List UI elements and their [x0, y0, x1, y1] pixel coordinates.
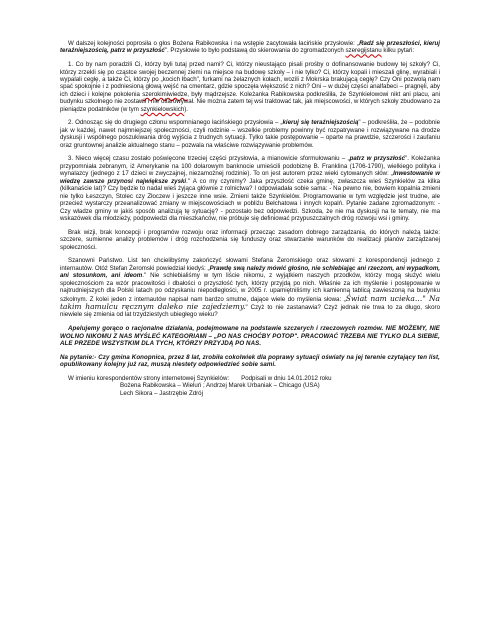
- signature-names: Bożena Rabikowska – Wieluń ; Andrzej Marek Urbaniak – Chicago (USA): [120, 382, 320, 390]
- paragraph-point-1: [60, 61, 440, 113]
- text: Szanowni Państwo. List ten chcielibyśmy zakończyć słowami Stefana Żeromskiego oraz słowami z korespondencji jednego z internautów. Otóż Stefan Żeromski powiedział kiedyś: „: [60, 257, 440, 272]
- spellcheck-underlined-word: szerokimiwiedze: [142, 90, 188, 98]
- franklin-quote: Inwestowanie w wiedzę zawsze przynosi największe zyski: [60, 170, 440, 185]
- text: ". Przysłowie to było podstawą do skierowania do zgromadzonych: [164, 47, 346, 55]
- quote: kieruj się teraźniejszością: [282, 119, 359, 127]
- spellcheck-underlined-word: szeregijstanu: [345, 47, 382, 55]
- paragraph-vision: [60, 229, 440, 251]
- paragraph-point-2: [60, 119, 440, 149]
- paragraph-closing: [60, 257, 440, 319]
- text: ).: [184, 105, 189, 113]
- text: 2. Odnosząc się do drugiego członu wspomnianego łacińskiego przysłowia – „: [68, 119, 283, 127]
- signature-names-2: Lech Sikora – Jastrzębie Zdrój: [120, 389, 203, 397]
- text: " Czyż to nie zastanawia? Czyż jednak nie trwa to za długo, skoro niewiele się zmienia od lat trzydziestych ubiegłego wieku?: [60, 303, 441, 319]
- quote: patrz w przyszłość: [349, 155, 406, 163]
- internaut-quote: Świat nam ucieka…" Na takim hamulcu ręcznym daleko nie zajedziemy.: [60, 293, 441, 311]
- text: , były mądrzejsze. Koleżanka Rabikowska podkreśliła, że Szynkielowowi nikt ani placu, ani budynku szkolnego nie zostawił i nie ofiarowywał. Nie można zatem tej wsi traktować tak, jak miejscowości, w których szkoły zbudowano za pieniądze podatników (w tym: [60, 90, 440, 113]
- zeromski-quote: Prawdę swą należy mówić głośno, nie schlebiając ani rzeczom, ani wypadkom, ani stosunkom, ani ideom: [60, 264, 440, 280]
- signature-date: Podpisali w dniu 14.01.2012 roku: [241, 374, 332, 382]
- question-text: Na pytanie:- Czy gmina Konopnica, przez 8 lat, zrobiła cokolwiek dla poprawy sytuacji oświaty na jej terenie czytający ten list, opublikowany kolejny już raz, muszą niestety odpowiedzieć sobie sami.: [60, 353, 440, 369]
- spellcheck-underlined-word: szynkielowskich: [140, 105, 185, 113]
- paragraph-intro: [60, 40, 440, 55]
- text: 3. Nieco więcej czasu zostało poświęcone trzeciej części przysłowia, a mianowicie sformułowaniu – „: [68, 155, 350, 163]
- letter-body: [60, 40, 440, 397]
- text: ". Koleżanka przypomniała zebranym, iż Amerykanie na 100 dolarowym banknocie umieścili podobiznę B. Franklina (1706-1790), wielkiego polityka i wynalazcy (jednego z 17 dzieci w zwyczajnej, niezamożnej rodzinie). To on jest autorem przez wieki cytowanych słów: „: [60, 155, 440, 178]
- latin-proverb-quote: Radź się przeszłości, kieruj teraźniejszością, patrz w przyszłość: [60, 40, 440, 55]
- paragraph-point-3: [60, 155, 440, 222]
- text: kilku pytań:: [381, 47, 415, 55]
- signature-line-1: [60, 375, 440, 382]
- text: Brak wizji, brak koncepcji i programów rozwoju oraz informacji przecząc zasadom dobrego zarządzania, do których należą także: szczere, sumienne analizy problemów i dróg rozchodzenia się funduszy oraz stwarzanie warunków do realizacji planów zarządzanej społeczności.: [60, 228, 440, 251]
- text: 1. Co by nam poradzili Ci, którzy byli tutaj przed nami? Ci, którzy nieustająco pisali prośby o dofinansowanie budowy tej szkoły? Ci, którzy zrzekli się po cząstce swojej beczennej ziemi na miejsce na budowę szkoły – i nie tylko? Ci, którzy kopali i mieszali glinę, wyrabiali i wypalali cegłę, a także Ci, którzy po „kocich łbach", furkami na żelaznych kołach, wozili z Mokrska brakującą cegłę? Czy Oni pozwolą nam spać spokojnie i z podniesioną głową wejść na cmentarz, gdzie spoczęła większość z nich? Oni – w dużej części analfabeci – pragnęli, aby ich dzieci i kolejne pokolenia: [60, 61, 440, 98]
- text: " – podkreśliła, że – podobnie jak w każdej, nawet najmniejszej społeczności, czyli rodzinie – wszelkie problemy powinny być rozpatrywane i rozwiązywane na drodze dyskusji i wspólnego poszukiwania dróg wyjścia z trudnych sytuacji. Tylko takie postępowanie – oparte na prawdzie, szczerości i zaufaniu oraz gruntownej analizie aktualnego stanu – pozwala na właściwe rozwiązywanie problemów.: [60, 119, 440, 149]
- paragraph-question: [60, 354, 440, 369]
- text: W dalszej kolejności poprosiła o głos Bożena Rabikowska i na wstępie zacytowała łacińskie przysłowie: „: [68, 40, 360, 47]
- text: ." A co my czynimy? Jaka przyszłość czeka gminę, zwłaszcza wieś Szynkielów za kilka (kilkanaście lat)? Czy będzie to nadal wieś żyjąca głównie z rolnictwa? I odpowiadała sobie sama: - Na pewno nie, bowiem kopalnia zmieni nie tylko Łeszczyn, Stolec czy Złoczew i jeszcze inne wsie. Zmieni także Szynkielów. Programowanie w tym względzie jest trudne, ale przecież wystarczy przeanalizować zmiany w miejscowościach w pobliżu Bełchatowa i innych kopalń. Pytanie zadane zgromadzonym: - Czy władze gminy w jakiś sposób analizują tę sytuację? - pozostało bez odpowiedzi. Szkoda, że nie ma dyskusji na te tematy, nie ma wskazówek dla młodzieży, podpowiedzi dla mieszkańców, nie próbuje się definiować przypuszczalnych dróg rozwoju wsi i gminy.: [60, 177, 440, 223]
- signature-block: [60, 375, 440, 397]
- paragraph-appeal: [60, 325, 440, 347]
- appeal-text: Apelujemy gorąco o racjonalne działania, podejmowane na podstawie szczerych i rzeczowych rozmów. NIE MOŻEMY, NIE WOLNO NIKOMU Z NAS MYŚLEĆ KATEGORIAMI – „PO NAS CHOĆBY POTOP". PRACOWAĆ TRZEBA NIE TYLKO DLA SIEBIE, ALE PRZEDE WSZYSTKIM DLA TYCH, KTÓRZY PRZYJDĄ PO NAS.: [60, 325, 440, 347]
- text: ." Nie schlebialiśmy w tym liście nikomu, z wyjątkiem naszych przodków, którzy mogą służyć wielu społecznościom za wzór pracowitości i dbałości o przyszłość tych, którzy przyjdą po nich. Właśnie za ich myślenie i postępowanie w najtrudniejszych dla Polski latach po odzyskaniu niepodległości, w 2005 r. upamiętniliśmy ich kamienną tablicą zawieszoną na budynku szkolnym. Z kolei jeden z internautów napisał nam bardzo smutne, dające wiele do myślenia słowa: „: [60, 272, 441, 303]
- signature-intro: W imieniu korespondentów strony internetowej Szynkielów:: [68, 374, 230, 382]
